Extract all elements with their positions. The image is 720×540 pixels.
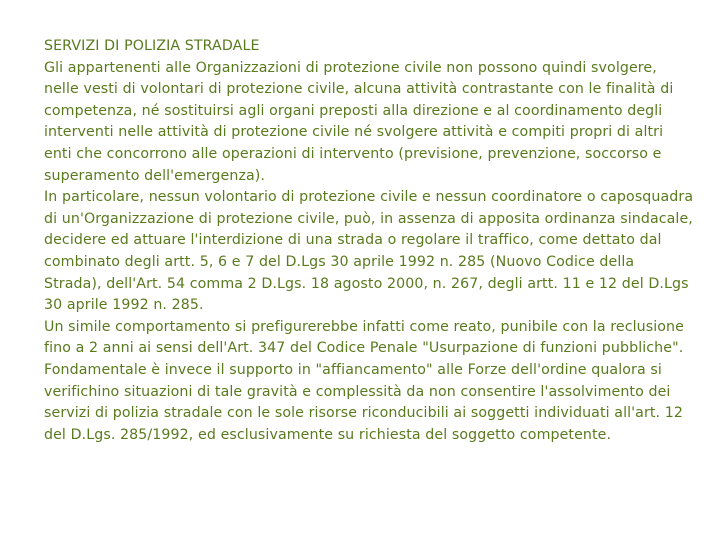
paragraph-penalty: Un simile comportamento si prefigurerebbe infatti come reato, punibile con la reclusione fino a 2 anni ai sensi dell'Art. 347 del Codice Penale "Usurpazione di funzioni pubbliche".: [44, 318, 684, 357]
paragraph-road-closure: In particolare, nessun volontario di protezione civile e nessun coordinatore o caposquadra di un'Organizzazione di protezione civile, può, in assenza di apposita ordinanza sindacale, decidere ed attuare l'interdizione di una strada o regolare il traffico, come dettato dal combinato degli artt. 5, 6 e 7 del D.Lgs 30 aprile 1992 n. 285 (Nuovo Codice della Strada), dell'Art. 54 comma 2 D.Lgs. 18 agosto 2000, n. 267, degli artt. 11 e 12 del D.Lgs 30 aprile 1992 n. 285.: [44, 189, 694, 314]
paragraph-support: Fondamentale è invece il supporto in "affiancamento" alle Forze dell'ordine qualora si verifichino situazioni di tale gravità e complessità da non consentire l'assolvimento dei servizi di polizia stradale con le sole risorse riconducibili ai soggetti individuati all'art. 12 del D.Lgs. 285/1992, ed esclusivamente su richiesta del soggetto competente.: [44, 361, 684, 443]
text-block: [44, 36, 694, 446]
document-title: SERVIZI DI POLIZIA STRADALE: [44, 38, 260, 54]
paragraph-restrictions: Gli appartenenti alle Organizzazioni di protezione civile non possono quindi svolgere, nelle vesti di volontari di protezione civile, alcuna attività contrastante con le finalità di competenza, né sostituirsi agli organi preposti alla direzione e al coordinamento degli interventi nelle attività di protezione civile né svolgere attività e compiti propri di altri enti che concorrono alle operazioni di intervento (previsione, prevenzione, soccorso e superamento dell'emergenza).: [44, 59, 674, 184]
